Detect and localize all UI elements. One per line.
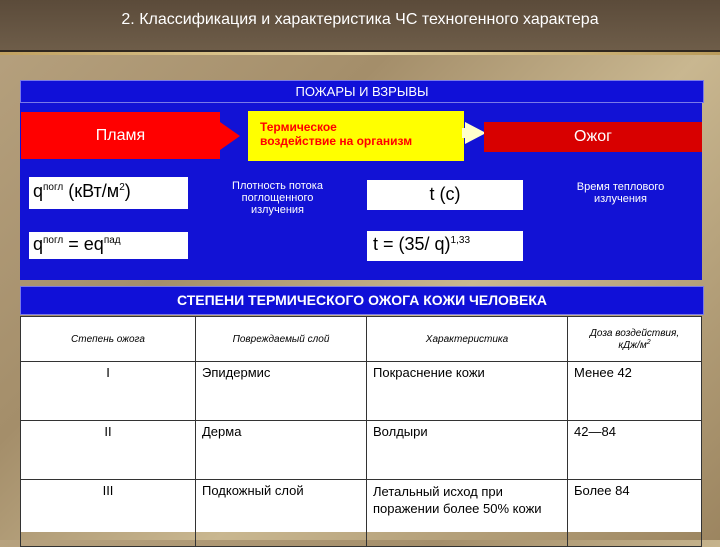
dose-cell: 42—84 [568,421,702,480]
characteristic-cell: Покраснение кожи [367,362,568,421]
q-symbol: q [33,181,44,201]
t-formula-box [367,231,523,261]
thermal-effect-box [248,111,464,161]
dose-cell: Менее 42 [568,362,702,421]
table-row [21,480,702,547]
flame-label: Пламя [95,126,146,144]
layer-cell: Эпидермис [196,362,367,421]
col-characteristic: Характеристика [367,317,568,362]
exposure-time-label [548,181,693,205]
time-line-1: Время теплового [576,181,665,193]
q-units: (кВт/м [68,181,120,201]
q-units-sup: 2 [119,182,125,193]
formula-eq: = eq [68,234,104,254]
flux-line-1: Плотность потока [232,180,323,192]
col-degree: Степень ожога [21,317,196,362]
formula-q: q [33,234,44,254]
col-dose [568,317,702,362]
col-layer: Повреждаемый слой [196,317,367,362]
thermal-line-1: Термическое [260,120,337,134]
q-absorbed-box [29,177,188,209]
time-line-2: излучения [593,193,647,205]
layer-cell: Дерма [196,421,367,480]
burn-label: Ожог [574,128,612,145]
t-formula: t = (35/ q) [373,234,451,254]
degree-cell: I [21,362,196,421]
degree-cell: II [21,421,196,480]
arrow-right-icon [220,122,240,150]
characteristic-cell: Волдыри [367,421,568,480]
q-superscript: погл [43,182,64,193]
t-box [367,180,523,210]
dose-cell: Более 84 [568,480,702,547]
burn-box [484,122,702,152]
table-row [21,421,702,480]
q-formula-box [29,232,188,259]
t-formula-sup: 1,33 [450,235,471,246]
fires-header: ПОЖАРЫ И ВЗРЫВЫ [20,80,704,103]
flux-density-label [205,180,350,216]
table-header-row [21,317,702,362]
flux-line-2: поглощенного [241,192,314,204]
degree-cell: III [21,480,196,547]
layer-cell: Подкожный слой [196,480,367,547]
col-dose-line1: Доза воздействия, [589,327,680,339]
formula-q-sup: погл [43,235,64,246]
title-divider [0,52,720,55]
table-row [21,362,702,421]
q-units-end: ) [124,181,131,201]
arrow-right-icon-2 [465,122,486,144]
slide-title: 2. Классификация и характеристика ЧС техногенного характера [121,11,599,28]
col-dose-line2: кДж/м [618,339,647,351]
flux-line-3: излучения [250,204,304,216]
formula-eq-sup: пад [103,235,121,246]
t-label: t (с) [429,184,461,204]
thermal-line-2: воздействие на организм [260,134,413,148]
burn-degrees-table [20,316,702,547]
degrees-header: СТЕПЕНИ ТЕРМИЧЕСКОГО ОЖОГА КОЖИ ЧЕЛОВЕКА [20,286,704,315]
flame-box [21,112,220,159]
characteristic-cell: Летальный исход при поражении более 50% кожи [367,480,568,547]
col-dose-sup: 2 [646,338,651,346]
